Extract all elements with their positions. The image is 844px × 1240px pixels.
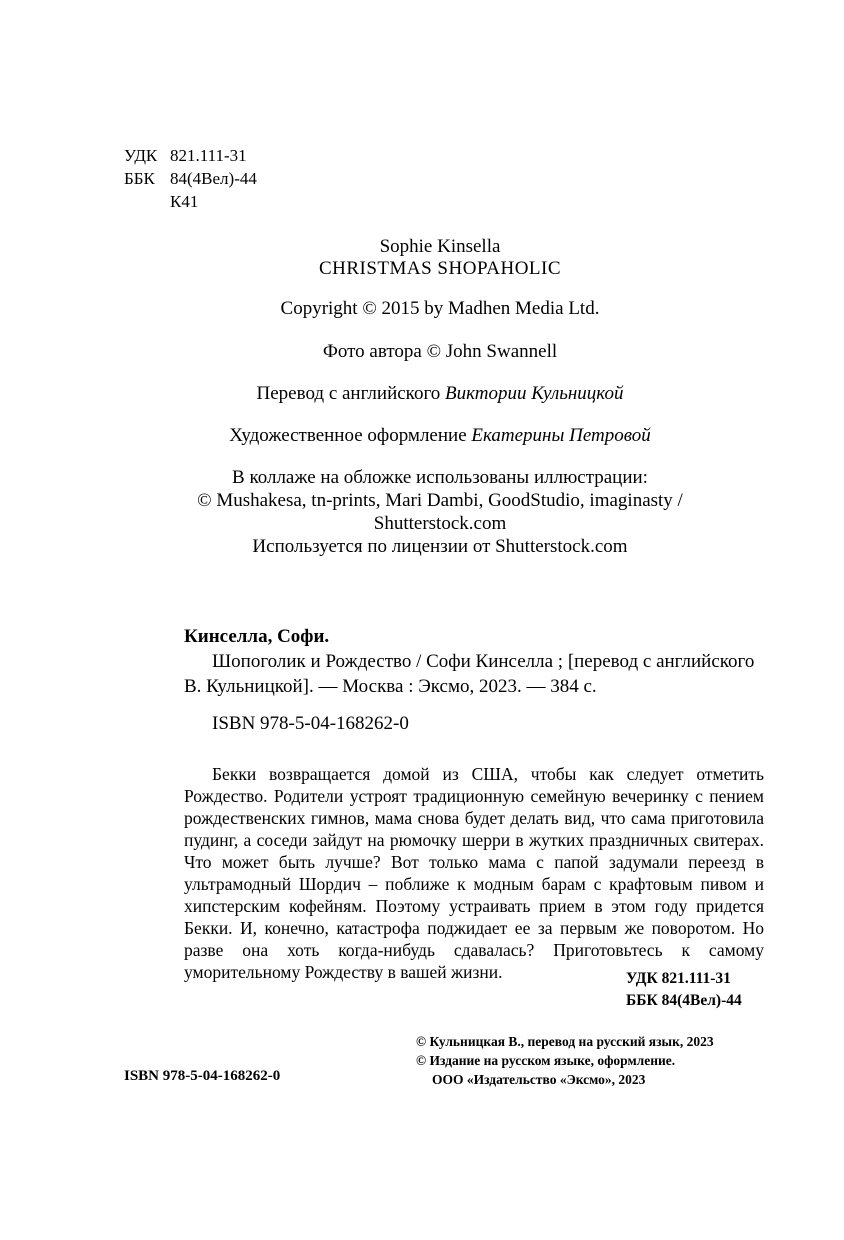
classification-codes — [124, 144, 257, 213]
bibliographic-record — [184, 624, 774, 736]
design-credit — [110, 425, 770, 447]
illustrations-credit — [110, 466, 770, 558]
bibliography-heading: Кинселла, Софи. — [184, 626, 330, 647]
bibliography-description: Шопоголик и Рождество / Софи Кинселла ; [перевод с английского В. Кульницкой]. — Москва : Эксмо, 2023. — 384 с. — [184, 651, 755, 697]
udk-value: 821.111-31 — [170, 146, 247, 165]
udk-row — [124, 144, 257, 167]
bbk-label: ББК — [124, 169, 155, 188]
udk-bottom: УДК 821.111-31 — [626, 970, 731, 987]
annotation — [184, 763, 764, 983]
bbk-value: 84(4Вел)-44 — [170, 169, 257, 188]
illustrations-line-1: В коллаже на обложке использованы иллюстрации: — [232, 467, 648, 488]
original-author: Sophie Kinsella — [379, 236, 501, 257]
copyright-edition: © Издание на русском языке, оформление. — [416, 1053, 676, 1068]
design-prefix: Художественное оформление — [229, 425, 467, 446]
annotation-text: Бекки возвращается домой из США, чтобы как следует отметить Рождество. Родители устроят традиционную семейную вечеринку с пением рождественских гимнов, мама снова будет делать вид, что сама приготовила пудинг, а соседи зайдут на рюмочку шерри в жутких праздничных свитерах. Что может быть лучше? Вот только мама с папой задумали переезд в ультрамодный Шордич – поближе к модным барам с крафтовым пивом и хипстерским кофейням. Поэтому устраивать прием в этом году придется Бекки. И, конечно, катастрофа поджидает ее за первым же поворотом. Но разве она хоть когда-нибудь сдавалась? Приготовьтесь к самому уморительному Рождеству в вашей жизни. — [184, 764, 764, 982]
copyright-publisher: ООО «Издательство «Эксмо», 2023 — [432, 1072, 646, 1087]
udk-label: УДК — [124, 146, 158, 165]
illustrations-line-2: © Mushakesa, tn-prints, Mari Dambi, GoodStudio, imaginasty / — [197, 490, 683, 511]
author-mark: К41 — [170, 192, 199, 211]
copyright-russian — [416, 1032, 714, 1089]
translator-name: Виктории Кульницкой — [445, 383, 624, 404]
designer-name: Екатерины Петровой — [471, 425, 651, 446]
illustrations-line-3: Shutterstock.com — [373, 513, 507, 534]
bibliography-isbn: ISBN 978-5-04-168262-0 — [212, 713, 409, 734]
photo-credit: Фото автора © John Swannell — [322, 341, 558, 362]
translation-prefix: Перевод с английского — [256, 383, 441, 404]
classification-bottom — [626, 968, 742, 1012]
original-title: CHRISTMAS SHOPAHOLIC — [318, 258, 562, 279]
original-copyright: Copyright © 2015 by Madhen Media Ltd. — [280, 298, 600, 319]
isbn-bottom: ISBN 978-5-04-168262-0 — [124, 1068, 281, 1084]
copyright-translation: © Кульницкая В., перевод на русский язык, 2023 — [416, 1034, 714, 1049]
illustrations-line-4: Используется по лицензии от Shutterstock.com — [252, 536, 628, 557]
translation-credit — [110, 383, 770, 405]
bbk-row — [124, 167, 257, 190]
original-edition — [110, 236, 770, 280]
bbk-bottom: ББК 84(4Вел)-44 — [626, 992, 742, 1009]
